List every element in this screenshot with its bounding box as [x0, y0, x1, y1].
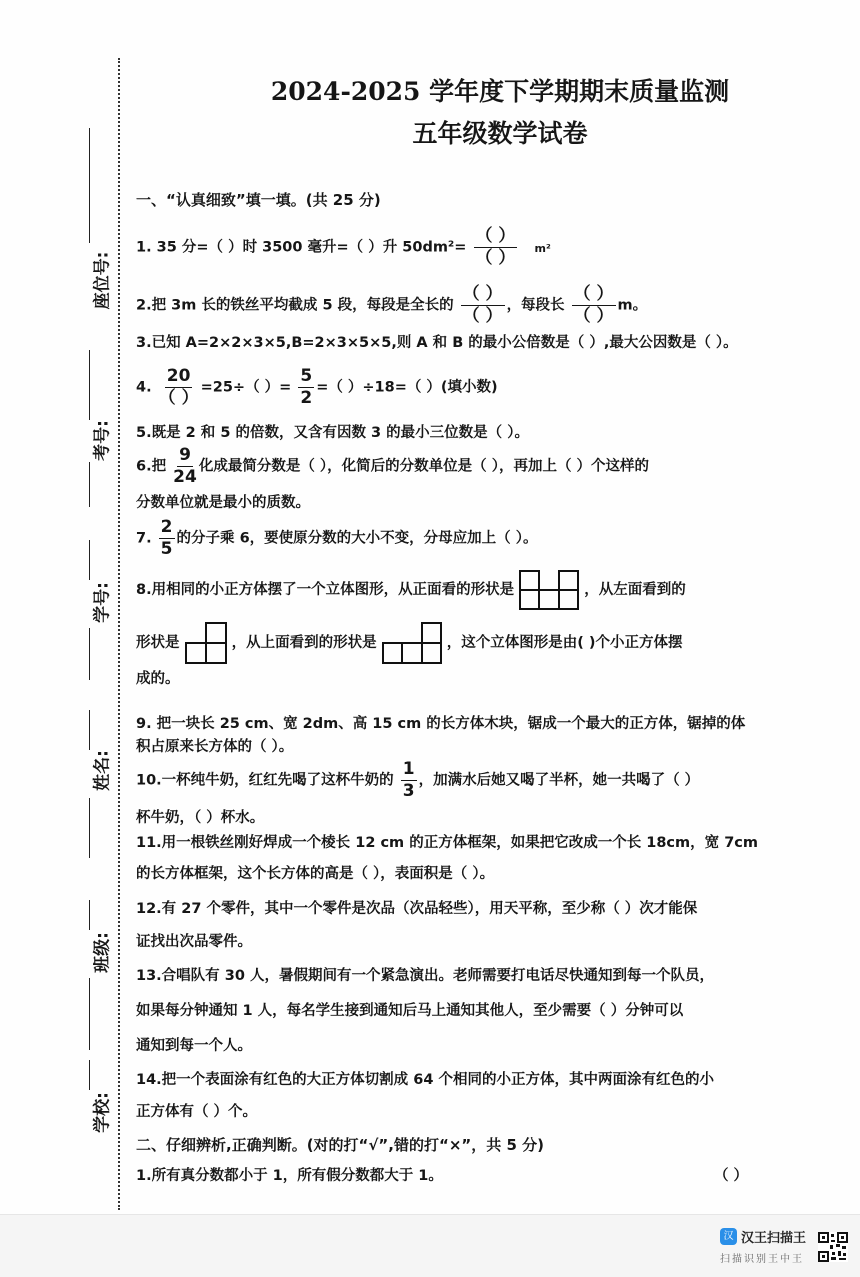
q10-fraction	[401, 761, 417, 800]
fraction-numerator: 5	[300, 366, 313, 386]
q8-text-4: ，从上面看到的形状是	[231, 635, 377, 651]
seat-number-label: 座位号:	[92, 251, 113, 310]
school-label: 学校:	[92, 1092, 113, 1133]
question-10	[136, 761, 699, 800]
q7-text: 的分子乘 6，要使原分数的大小不变，分母应加上（ ）。	[176, 530, 538, 547]
name-field	[60, 690, 113, 870]
q2-fraction-2	[572, 286, 616, 325]
qr-code-icon	[818, 1232, 848, 1262]
fraction-numerator: （ ）	[462, 284, 503, 304]
q7-fraction	[159, 519, 175, 558]
q2-fraction-1	[461, 286, 505, 325]
question-14-cont: 正方体有（ ）个。	[136, 1104, 258, 1120]
q8-text-5: ，这个立体图形是由( )个小正方体摆	[446, 635, 683, 651]
fraction-denominator: 3	[402, 781, 415, 801]
q8-text-1: 8.用相同的小正方体摆了一个立体图形，从正面看的形状是	[136, 582, 515, 598]
q8-text-3: 形状是	[136, 635, 180, 651]
question-10-cont: 杯牛奶，（ ）杯水。	[136, 810, 265, 826]
fraction-denominator: 24	[173, 467, 197, 487]
question-14: 14.把一个表面涂有红色的大正方体切割成 64 个相同的小正方体，其中两面涂有红色的小	[136, 1072, 714, 1088]
class-field	[60, 880, 113, 1050]
q10-text-1: 10.一杯纯牛奶，红红先喝了这杯牛奶的	[136, 772, 394, 789]
field-line	[89, 978, 90, 1050]
section1-heading: 一、“认真细致”填一填。(共 25 分)	[136, 191, 381, 209]
exam-number-field	[60, 350, 113, 510]
q1-unit: m²	[534, 241, 551, 255]
field-line	[89, 628, 90, 680]
field-line	[89, 128, 90, 243]
exam-subtitle: 五年级数学试卷	[412, 119, 588, 148]
school-field	[60, 1060, 113, 1170]
exam-title: 2024-2025 学年度下学期期末质量监测	[270, 77, 730, 106]
question-13-c: 通知到每一个人。	[136, 1038, 252, 1054]
fraction-numerator: 20	[166, 366, 191, 386]
left-view-diagram	[185, 622, 227, 664]
exam-number-label: 考号:	[92, 420, 113, 461]
q6-fraction	[173, 447, 197, 486]
fraction-numerator: 1	[402, 759, 415, 779]
question-8	[136, 570, 686, 610]
q2-text-3: m。	[617, 297, 648, 314]
question-7	[136, 519, 537, 558]
question-2	[136, 286, 647, 325]
front-view-diagram	[519, 570, 579, 610]
top-view-diagram	[382, 622, 442, 664]
class-label: 班级:	[92, 932, 113, 973]
question-11-cont: 的长方体框架，这个长方体的高是（ ），表面积是（ ）。	[136, 866, 495, 882]
section2-question-1: 1.所有真分数都小于 1，所有假分数都大于 1。	[136, 1168, 443, 1184]
question-4	[136, 368, 498, 407]
q6-text: 化成最简分数是（ ），化简后的分数单位是（ ），再加上（ ）个这样的	[198, 458, 649, 475]
q1-text: 1. 35 分=（ ）时 3500 毫升=（ ）升 50dm²=	[136, 239, 467, 256]
binding-dotted-line	[118, 58, 120, 1210]
question-11: 11.用一根铁丝刚好焊成一个棱长 12 cm 的正方体框架，如果把它改成一个长 18cm，宽 7cm	[136, 835, 758, 851]
question-1	[136, 228, 551, 267]
q6-prefix: 6.把	[136, 458, 167, 475]
scanner-footer	[0, 1214, 860, 1277]
scanner-slogan: 扫描识别王中王	[720, 1254, 804, 1265]
fraction-numerator: （ ）	[475, 226, 516, 246]
q1-fraction	[474, 228, 518, 267]
fraction-denominator: （ ）	[573, 306, 614, 326]
q7-number: 7.	[136, 530, 152, 547]
q2-text: 2.把 3m 长的铁丝平均截成 5 段，每段是全长的	[136, 297, 454, 314]
student-number-field	[60, 540, 113, 690]
q4-fraction-2	[298, 368, 314, 407]
question-8-end: 成的。	[136, 671, 180, 687]
scanner-logo-icon: 汉	[720, 1228, 737, 1245]
question-9: 9. 把一块长 25 cm、宽 2dm、高 15 cm 的长方体木块，锯成一个最大的正方体，锯掉的体	[136, 716, 746, 732]
question-13: 13.合唱队有 30 人，暑假期间有一个紧急演出。老师需要打电话尽快通知到每一个队员，	[136, 968, 714, 984]
fraction-denominator: （ ）	[475, 248, 516, 268]
fraction-denominator: （ ）	[158, 388, 199, 408]
q10-text-2: ，加满水后她又喝了半杯，她一共喝了（ ）	[418, 772, 700, 789]
judgement-blank: （ ）	[714, 1168, 749, 1184]
q4-fraction-1	[159, 368, 199, 407]
question-9-cont: 积占原来长方体的（ ）。	[136, 739, 294, 755]
q2-text-2: ，每段长	[506, 297, 565, 314]
scanner-app-name: 汉王扫描王	[741, 1231, 807, 1246]
fraction-denominator: 5	[160, 539, 173, 559]
q4-text-1: =25÷（ ）=	[200, 379, 292, 396]
question-12-cont: 证找出次品零件。	[136, 934, 252, 950]
name-label: 姓名:	[92, 750, 113, 791]
fraction-denominator: 2	[300, 388, 313, 408]
q8-text-2: ，从左面看到的	[584, 582, 686, 598]
question-6	[136, 447, 649, 486]
fraction-numerator: 9	[179, 445, 191, 465]
seat-number-field	[60, 128, 113, 318]
fraction-numerator: （ ）	[573, 284, 614, 304]
section2-heading: 二、仔细辨析,正确判断。(对的打“√”,错的打“×”，共 5 分)	[136, 1136, 544, 1154]
question-6-cont: 分数单位就是最小的质数。	[136, 495, 310, 511]
question-13-b: 如果每分钟通知 1 人，每名学生接到通知后马上通知其他人，至少需要（ ）分钟可以	[136, 1003, 684, 1019]
q4-text-2: =（ ）÷18=（ ）(填小数)	[316, 379, 498, 396]
question-8-cont	[136, 622, 683, 664]
fraction-numerator: 2	[160, 517, 173, 537]
field-line	[89, 350, 90, 420]
q4-number: 4.	[136, 379, 152, 396]
field-line	[89, 462, 90, 507]
question-5: 5.既是 2 和 5 的倍数，又含有因数 3 的最小三位数是（ ）。	[136, 425, 529, 441]
question-12: 12.有 27 个零件，其中一个零件是次品（次品轻些），用天平称，至少称（ ）次才能保	[136, 901, 698, 917]
question-3: 3.已知 A=2×2×3×5,B=2×3×5×5,则 A 和 B 的最小公倍数是（ ）,最大公因数是（ ）。	[136, 335, 738, 351]
fraction-denominator: （ ）	[462, 306, 503, 326]
field-line	[89, 798, 90, 858]
student-number-label: 学号:	[92, 582, 113, 623]
